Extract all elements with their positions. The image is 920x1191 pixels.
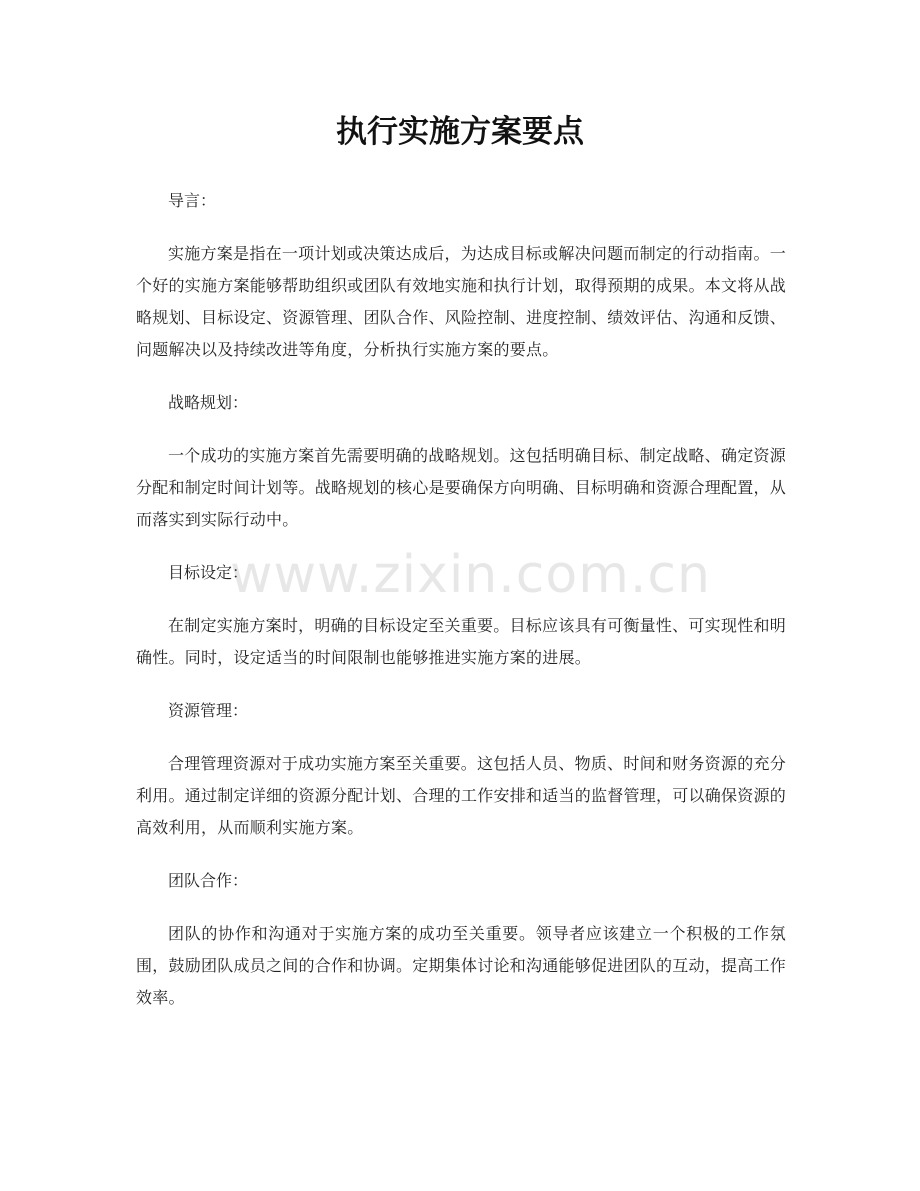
section-resources bbox=[136, 695, 786, 844]
section-paragraph: 实施方案是指在一项计划或决策达成后，为达成目标或解决问题而制定的行动指南。一个好的实施方案能够帮助组织或团队有效地实施和执行计划，取得预期的成果。本文将从战略规划、目标设定、资源管理、团队合作、风险控制、进度控制、绩效评估、沟通和反馈、问题解决以及持续改进等角度，分析执行实施方案的要点。 bbox=[136, 244, 787, 359]
section-paragraph: 团队的协作和沟通对于实施方案的成功至关重要。领导者应该建立一个积极的工作氛围，鼓励团队成员之间的合作和协调。定期集体讨论和沟通能够促进团队的互动，提高工作效率。 bbox=[136, 924, 787, 1007]
section-paragraph: 在制定实施方案时，明确的目标设定至关重要。目标应该具有可衡量性、可实现性和明确性。同时，设定适当的时间限制也能够推进实施方案的进展。 bbox=[136, 616, 786, 667]
section-heading: 资源管理： bbox=[168, 701, 249, 720]
document-title: 执行实施方案要点 bbox=[336, 114, 584, 150]
section-strategy bbox=[136, 387, 786, 536]
document-body bbox=[136, 185, 786, 1035]
section-heading: 导言： bbox=[168, 191, 217, 210]
watermark: www.zixin.com.cn bbox=[230, 545, 711, 605]
section-paragraph: 一个成功的实施方案首先需要明确的战略规划。这包括明确目标、制定战略、确定资源分配和制定时间计划等。战略规划的核心是要确保方向明确、目标明确和资源合理配置，从而落实到实际行动中。 bbox=[136, 446, 787, 529]
section-heading: 战略规划： bbox=[168, 393, 249, 412]
section-paragraph: 合理管理资源对于成功实施方案至关重要。这包括人员、物质、时间和财务资源的充分利用。通过制定详细的资源分配计划、合理的工作安排和适当的监督管理，可以确保资源的高效利用，从而顺利实施方案。 bbox=[136, 754, 787, 837]
section-intro bbox=[136, 185, 786, 366]
section-heading: 目标设定： bbox=[168, 563, 249, 582]
section-goals bbox=[136, 557, 786, 674]
section-heading: 团队合作： bbox=[168, 871, 249, 890]
section-teamwork bbox=[136, 865, 786, 1014]
